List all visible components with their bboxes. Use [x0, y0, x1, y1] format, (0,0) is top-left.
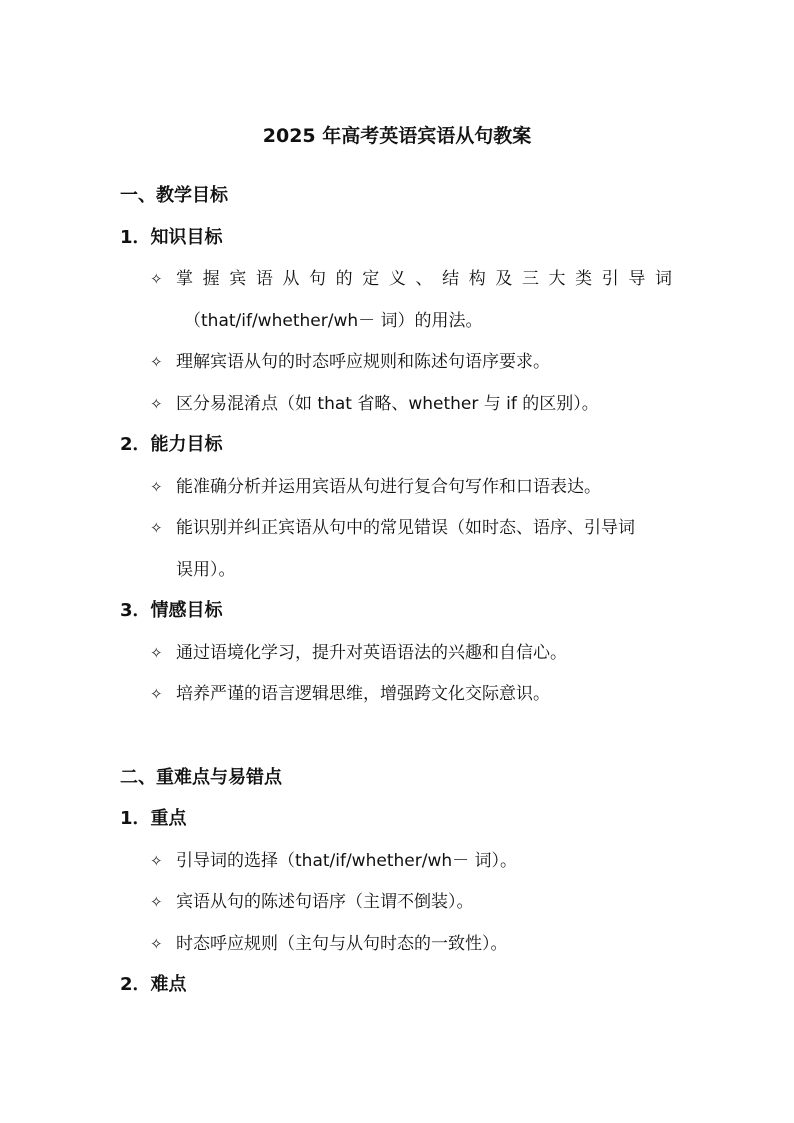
list-item-text: 引导词的选择（that/if/whether/wh－ 词）。: [176, 851, 518, 871]
subheading-emotional-goals: 3．情感目标: [120, 600, 223, 621]
list-item-continuation: （that/if/whether/wh－ 词）的用法。: [184, 311, 483, 331]
subheading-difficulties: 2．难点: [120, 974, 187, 995]
diamond-bullet-icon: ✧: [150, 685, 163, 703]
subheading-key-points: 1．重点: [120, 808, 187, 829]
list-item-text: 通过语境化学习，提升对英语语法的兴趣和自信心。: [176, 643, 567, 663]
diamond-bullet-icon: ✧: [150, 893, 163, 911]
list-item-text: 培养严谨的语言逻辑思维，增强跨文化交际意识。: [176, 684, 550, 704]
list-item-text: 能识别并纠正宾语从句中的常见错误（如时态、语序、引导词: [176, 518, 635, 538]
list-item: [150, 890, 676, 914]
diamond-bullet-icon: ✧: [150, 644, 163, 662]
list-item: [150, 392, 676, 416]
list-item-text: 宾语从句的陈述句语序（主谓不倒装）。: [176, 892, 474, 912]
diamond-bullet-icon: ✧: [150, 852, 163, 870]
diamond-bullet-icon: ✧: [150, 395, 163, 413]
subheading-knowledge-goals: 1．知识目标: [120, 227, 223, 248]
list-item: [150, 350, 676, 374]
list-item-text: 能准确分析并运用宾语从句进行复合句写作和口语表达。: [176, 477, 601, 497]
diamond-bullet-icon: ✧: [150, 478, 163, 496]
list-item: [150, 932, 676, 956]
list-item-text: 掌握宾语从句的定义、结构及三大类引导词: [176, 269, 674, 289]
list-item-text: 时态呼应规则（主句与从句时态的一致性）。: [176, 934, 508, 954]
list-item: [150, 516, 676, 540]
list-item: [150, 682, 676, 706]
list-item: [150, 267, 676, 291]
subheading-ability-goals: 2．能力目标: [120, 434, 223, 455]
section-heading-key-points: 二、重难点与易错点: [120, 767, 282, 788]
list-item-text: 理解宾语从句的时态呼应规则和陈述句语序要求。: [176, 352, 550, 372]
list-item: [150, 475, 676, 499]
diamond-bullet-icon: ✧: [150, 519, 163, 537]
diamond-bullet-icon: ✧: [150, 935, 163, 953]
document-title: 2025 年高考英语宾语从句教案: [262, 125, 532, 147]
diamond-bullet-icon: ✧: [150, 270, 163, 288]
list-item: [150, 849, 676, 873]
diamond-bullet-icon: ✧: [150, 353, 163, 371]
list-item-continuation: 误用）。: [176, 560, 236, 580]
list-item-text: 区分易混淆点（如 that 省略、whether 与 if 的区别）。: [176, 394, 599, 414]
section-heading-teaching-goals: 一、教学目标: [120, 185, 228, 206]
list-item: [150, 641, 676, 665]
